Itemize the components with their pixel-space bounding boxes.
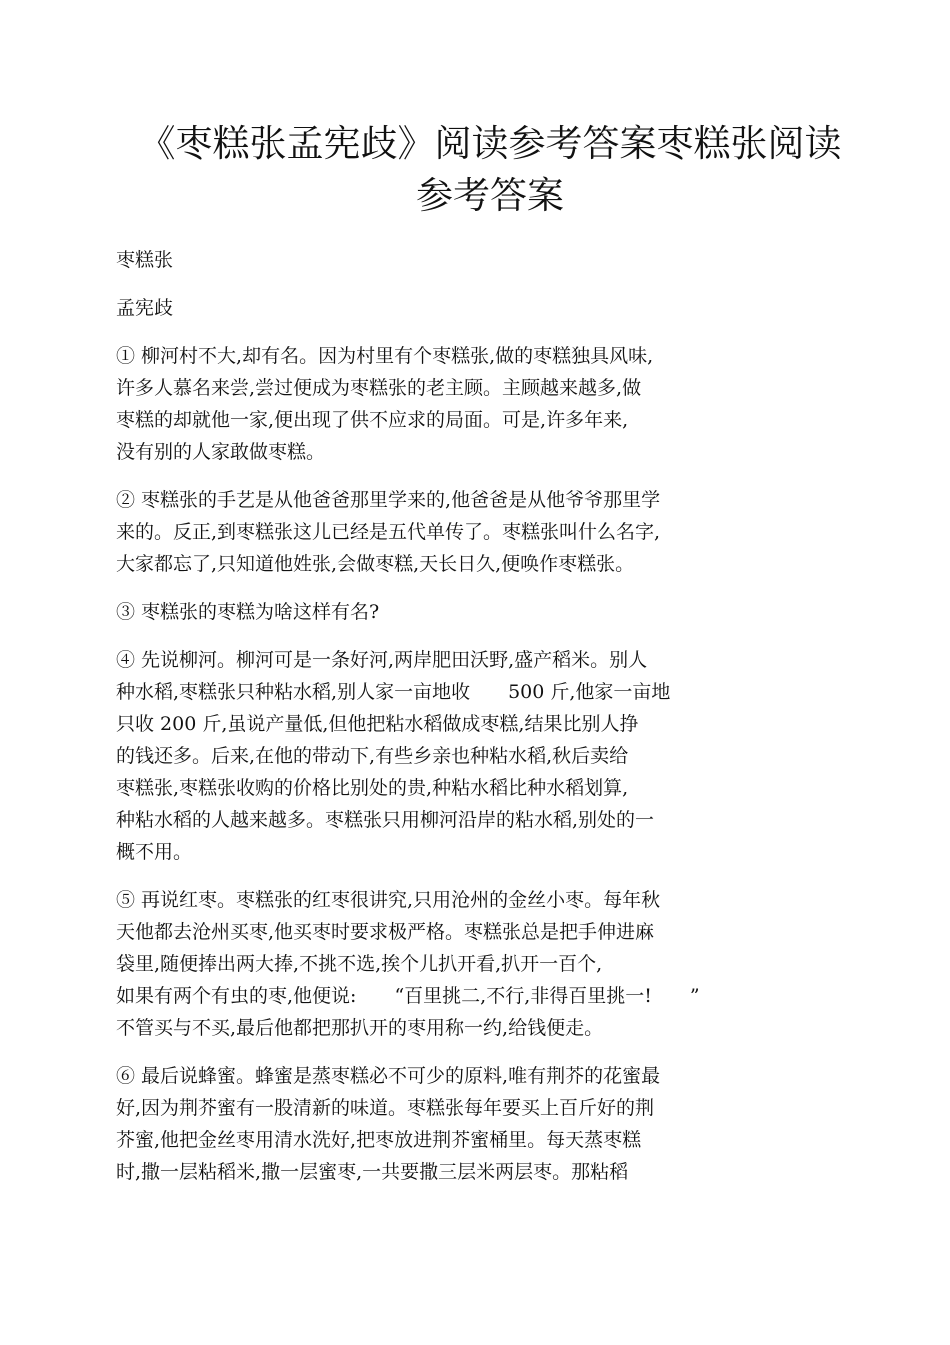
text-line: 枣糕的却就他一家,便出现了供不应求的局面。可是,许多年来, [116,409,629,431]
text-line: 种粘水稻的人越来越多。枣糕张只用柳河沿岸的粘水稻,别处的一 [116,809,655,831]
document-title [80,118,900,222]
text-line: 枣糕张,枣糕张收购的价格比别处的贵,种粘水稻比种水稻划算, [116,777,629,799]
text-line: 芥蜜,他把金丝枣用清水洗好,把枣放进荆芥蜜桶里。每天蒸枣糕 [116,1129,642,1151]
text-line: 袋里,随便捧出两大捧,不挑不选,挨个儿扒开看,扒开一百个, [116,953,603,975]
text-line: 枣糕张 [116,249,174,271]
text-line: 许多人慕名来尝,尝过便成为枣糕张的老主顾。主顾越来越多,做 [116,377,642,399]
text-line: ④ 先说柳河。柳河可是一条好河,两岸肥田沃野,盛产稻米。别人 [116,649,648,671]
document-body [116,244,796,1204]
text-line: 的钱还多。后来,在他的带动下,有些乡亲也种粘水稻,秋后卖给 [116,745,629,767]
paragraph [116,340,796,468]
text-line: 种水稻,枣糕张只种粘水稻,别人家一亩地收 500 斤,他家一亩地 [116,681,671,703]
paragraph [116,244,796,276]
text-line: 如果有两个有虫的枣,他便说: “百里挑二,不行,非得百里挑一! ” [116,985,700,1007]
paragraph [116,884,796,1044]
title-line: 参考答案 [416,174,564,217]
text-line: ③ 枣糕张的枣糕为啥这样有名? [116,601,380,623]
text-line: 好,因为荆芥蜜有一股清新的味道。枣糕张每年要买上百斤好的荆 [116,1097,655,1119]
text-line: 来的。反正,到枣糕张这儿已经是五代单传了。枣糕张叫什么名字, [116,521,661,543]
paragraph [116,596,796,628]
text-line: 不管买与不买,最后他都把那扒开的枣用称一约,给钱便走。 [116,1017,604,1039]
text-line: 天他都去沧州买枣,他买枣时要求极严格。枣糕张总是把手伸进麻 [116,921,655,943]
text-line: 只收 200 斤,虽说产量低,但他把粘水稻做成枣糕,结果比别人挣 [116,713,639,735]
text-line: ① 柳河村不大,却有名。因为村里有个枣糕张,做的枣糕独具风味, [116,345,654,367]
text-line: 时,撒一层粘稻米,撒一层蜜枣,一共要撒三层米两层枣。那粘稻 [116,1161,629,1183]
paragraph [116,292,796,324]
paragraph [116,484,796,580]
paragraph [116,1060,796,1188]
title-line: 《枣糕张孟宪歧》阅读参考答案枣糕张阅读 [138,122,842,165]
text-line: ② 枣糕张的手艺是从他爸爸那里学来的,他爸爸是从他爷爷那里学 [116,489,661,511]
text-line: 大家都忘了,只知道他姓张,会做枣糕,天长日久,便唤作枣糕张。 [116,553,635,575]
paragraph [116,644,796,868]
text-line: 没有别的人家敢做枣糕。 [116,441,326,463]
text-line: ⑤ 再说红枣。枣糕张的红枣很讲究,只用沧州的金丝小枣。每年秋 [116,889,661,911]
text-line: ⑥ 最后说蜂蜜。蜂蜜是蒸枣糕必不可少的原料,唯有荆芥的花蜜最 [116,1065,661,1087]
text-line: 概不用。 [116,841,193,863]
text-line: 孟宪歧 [116,297,174,319]
